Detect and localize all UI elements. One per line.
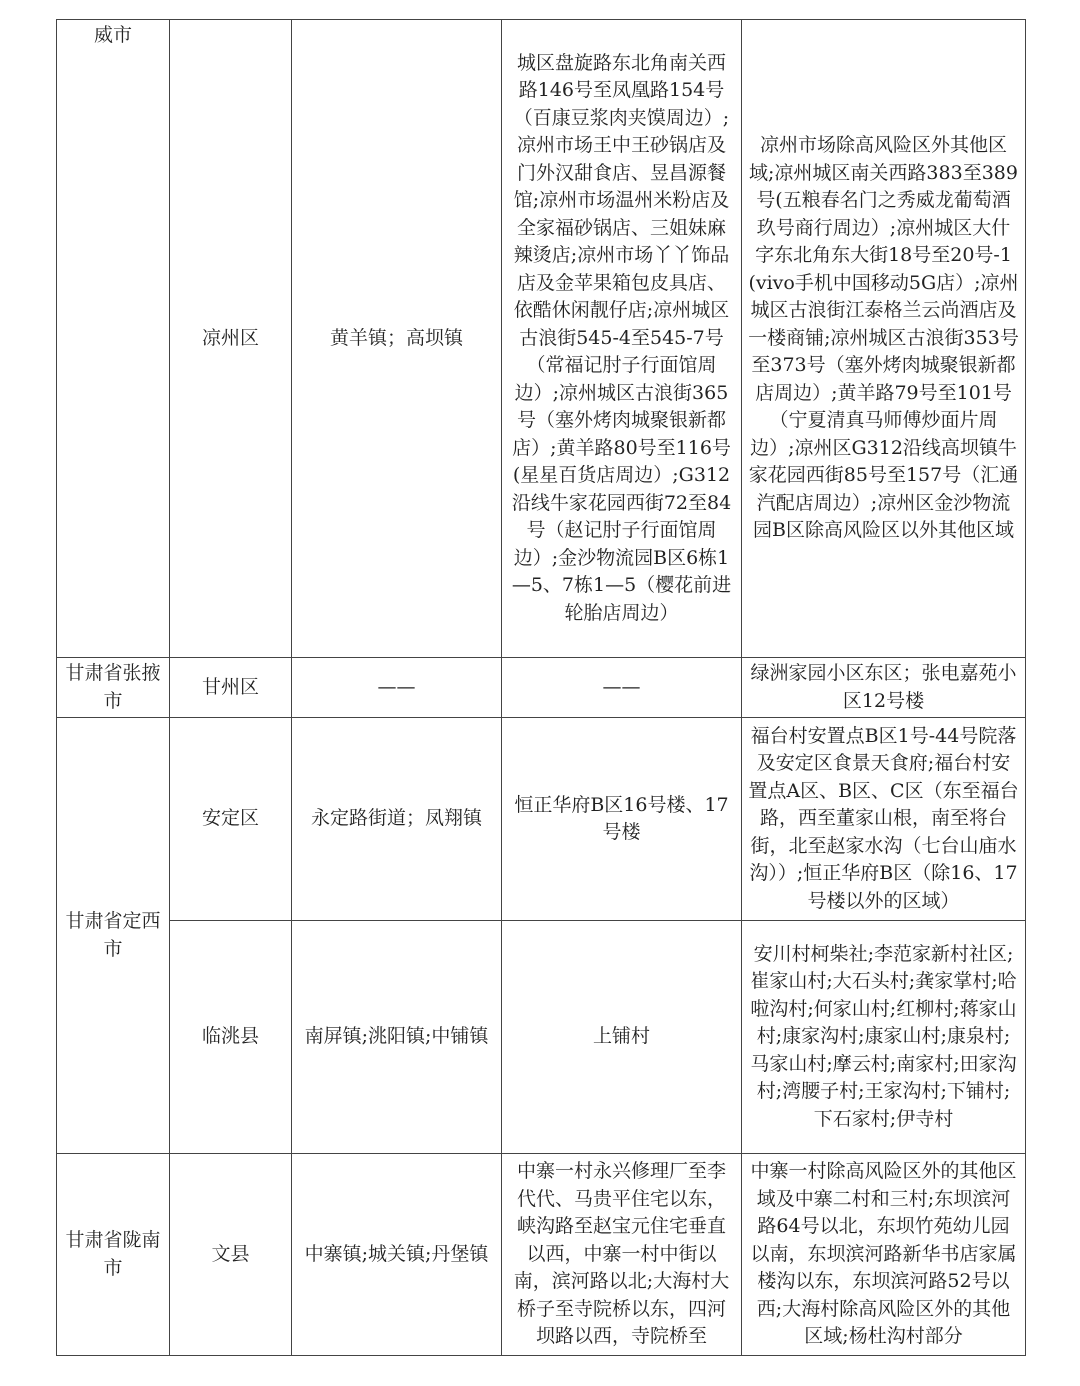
medium-risk-cell: 凉州市场除高风险区外其他区域;凉州城区南关西路383至389号(五粮春名门之秀威龙葡萄酒玖号商行周边）;凉州城区大什字东北角东大街18号至20号-1(vivo手机中国移动5G店）;凉州城区古浪街江泰格兰云尚酒店及一楼商铺;凉州城区古浪街353号至373号（塞外烤肉城聚银新都店周边）;黄羊路79号至101号（宁夏清真马师傅炒面片周边）;凉州区G312沿线高坝镇牛家花园西街85号至157号（汇通汽配店周边）;凉州区金沙物流园B区除高风险区以外其他区域 <box>742 20 1026 658</box>
high-risk-cell: 上铺村 <box>502 921 742 1154</box>
towns-cell: 永定路街道；凤翔镇 <box>292 718 502 921</box>
city-cell: 甘肃省定西市 <box>57 718 170 1154</box>
table-row-wenxian <box>57 1154 1026 1356</box>
high-risk-cell: 恒正华府B区16号楼、17号楼 <box>502 718 742 921</box>
table-row-anding <box>57 718 1026 921</box>
table-row-liangzhou <box>57 20 1026 658</box>
table-row-ganzhou <box>57 658 1026 718</box>
medium-risk-cell: 中寨一村除高风险区外的其他区域及中寨二村和三村;东坝滨河路64号以北，东坝竹苑幼儿园以南，东坝滨河路新华书店家属楼沟以东，东坝滨河路52号以西;大海村除高风险区外的其他区域;杨杜沟村部分 <box>742 1154 1026 1356</box>
table-row-lintao <box>57 921 1026 1154</box>
medium-risk-cell: 福台村安置点B区1号-44号院落及安定区食景天食府;福台村安置点A区、B区、C区（东至福台路，西至董家山根，南至将台街，北至赵家水沟（七台山庙水沟））;恒正华府B区（除16、17号楼以外的区域） <box>742 718 1026 921</box>
towns-cell: —— <box>292 658 502 718</box>
medium-risk-cell: 绿洲家园小区东区；张电嘉苑小区12号楼 <box>742 658 1026 718</box>
high-risk-cell: 城区盘旋路东北角南关西路146号至凤凰路154号（百康豆浆肉夹馍周边）;凉州市场王中王砂锅店及门外汉甜食店、昱昌源餐馆;凉州市场温州米粉店及全家福砂锅店、三姐妹麻辣烫店;凉州市场丫丫饰品店及金苹果箱包皮具店、依酷休闲靓仔店;凉州城区古浪街545-4至545-7号（常福记肘子行面馆周边）;凉州城区古浪街365号（塞外烤肉城聚银新都店）;黄羊路80号至116号(星星百货店周边）;G312沿线牛家花园西街72至84号（赵记肘子行面馆周边）;金沙物流园B区6栋1—5、7栋1—5（樱花前进轮胎店周边） <box>502 20 742 658</box>
city-cell: 威市 <box>57 20 170 658</box>
high-risk-cell: 中寨一村永兴修理厂至李代代、马贵平住宅以东，峡沟路至赵宝元住宅垂直以西，中寨一村中街以南，滨河路以北;大海村大桥子至寺院桥以东，四河坝路以西，寺院桥至 <box>502 1154 742 1356</box>
district-cell: 临洮县 <box>170 921 292 1154</box>
high-risk-cell: —— <box>502 658 742 718</box>
towns-cell: 黄羊镇；高坝镇 <box>292 20 502 658</box>
city-cell: 甘肃省陇南市 <box>57 1154 170 1356</box>
district-cell: 文县 <box>170 1154 292 1356</box>
towns-cell: 南屏镇;洮阳镇;中铺镇 <box>292 921 502 1154</box>
medium-risk-cell: 安川村柯柴社;李范家新村社区;崔家山村;大石头村;龚家掌村;哈啦沟村;何家山村;红柳村;蒋家山村;康家沟村;康家山村;康泉村;马家山村;摩云村;南家村;田家沟村;湾腰子村;王家沟村;下铺村;下石家村;伊寺村 <box>742 921 1026 1154</box>
district-cell: 甘州区 <box>170 658 292 718</box>
towns-cell: 中寨镇;城关镇;丹堡镇 <box>292 1154 502 1356</box>
district-cell: 凉州区 <box>170 20 292 658</box>
risk-area-table <box>56 19 1026 1356</box>
district-cell: 安定区 <box>170 718 292 921</box>
city-cell: 甘肃省张掖市 <box>57 658 170 718</box>
